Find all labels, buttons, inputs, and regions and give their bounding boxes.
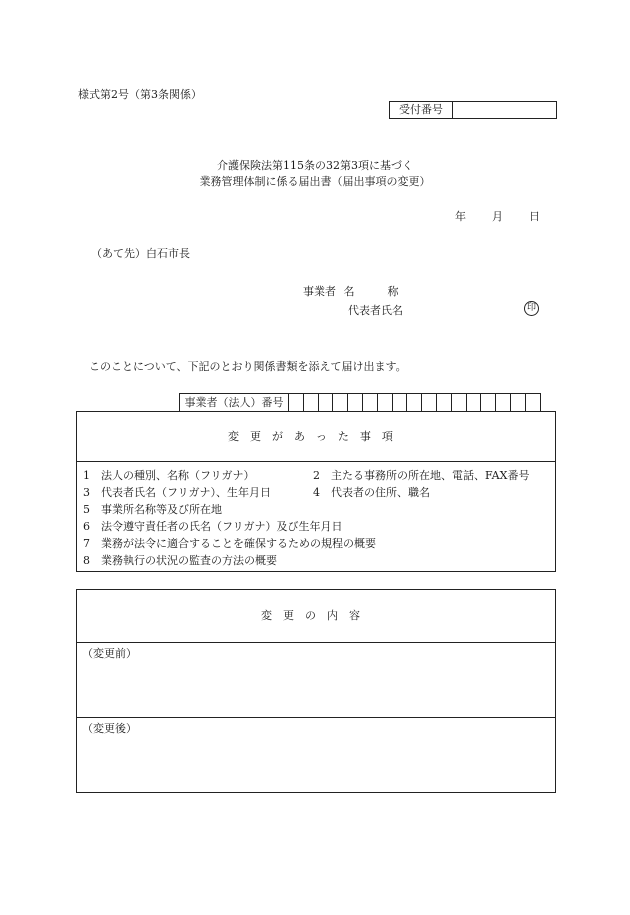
- business-name-line: [303, 283, 399, 299]
- changed-item: 1 法人の種別、名称（フリガナ）: [83, 469, 255, 482]
- date-day: 日: [529, 210, 540, 223]
- after-change-label: （変更後）: [82, 722, 137, 735]
- receipt-number-field[interactable]: [453, 102, 556, 118]
- change-content-header: 変更の内容: [77, 590, 555, 643]
- business-number-cell[interactable]: [304, 394, 319, 412]
- business-number-cell[interactable]: [511, 394, 526, 412]
- before-change-label: （変更前）: [82, 647, 137, 660]
- business-number-cell[interactable]: [496, 394, 511, 412]
- business-number-cell[interactable]: [348, 394, 363, 412]
- changed-item: 8 業務執行の状況の監査の方法の概要: [83, 554, 277, 567]
- changed-item: 3 代表者氏名（フリガナ）、生年月日: [83, 486, 271, 499]
- representative-name-label: 代表者氏名: [348, 304, 403, 317]
- addressee: （あて先）白石市長: [91, 247, 190, 260]
- document-title-line1: 介護保険法第115条の32第3項に基づく: [217, 159, 413, 172]
- document-title-line2: 業務管理体制に係る届出書（届出事項の変更）: [199, 175, 431, 188]
- business-number-cell[interactable]: [289, 394, 304, 412]
- business-number-cell[interactable]: [407, 394, 422, 412]
- business-label: 事業者: [303, 285, 336, 298]
- before-change-field[interactable]: [77, 643, 555, 718]
- business-number-cell[interactable]: [526, 394, 540, 412]
- seal-mark: 印: [524, 301, 539, 316]
- intro-text: このことについて、下記のとおり関係書類を添えて届け出ます。: [89, 360, 407, 373]
- business-number-cell[interactable]: [393, 394, 408, 412]
- business-number-cell[interactable]: [452, 394, 467, 412]
- business-number-label: 事業者（法人）番号: [180, 394, 289, 412]
- date-line: [455, 208, 540, 224]
- form-number: 様式第2号（第3条関係）: [78, 88, 202, 101]
- receipt-number-label: 受付番号: [390, 102, 453, 118]
- changed-item: 6 法令遵守責任者の氏名（フリガナ）及び生年月日: [83, 520, 343, 533]
- business-number-cell[interactable]: [333, 394, 348, 412]
- changed-item: 5 事業所名称等及び所在地: [83, 503, 222, 516]
- business-number-cell[interactable]: [378, 394, 393, 412]
- changed-item: 4 代表者の住所、職名: [313, 486, 430, 499]
- receipt-number-box: [389, 101, 557, 119]
- business-number-cell[interactable]: [422, 394, 437, 412]
- changed-items-header: 変更があった事項: [77, 412, 555, 462]
- change-content-box: [76, 589, 556, 793]
- business-number-cell[interactable]: [319, 394, 334, 412]
- changed-item: 7 業務が法令に適合することを確保するための規程の概要: [83, 537, 376, 550]
- after-change-field[interactable]: [77, 718, 555, 792]
- changed-item: 2 主たる事務所の所在地、電話、FAX番号: [313, 469, 530, 482]
- date-month: 月: [492, 210, 503, 223]
- business-name-label: 名 称: [343, 285, 399, 298]
- business-number-cell[interactable]: [467, 394, 482, 412]
- changed-items-box: [76, 411, 556, 572]
- business-number-row: [179, 393, 541, 412]
- business-number-cell[interactable]: [437, 394, 452, 412]
- business-number-cell[interactable]: [363, 394, 378, 412]
- business-number-cell[interactable]: [481, 394, 496, 412]
- date-year: 年: [455, 210, 466, 223]
